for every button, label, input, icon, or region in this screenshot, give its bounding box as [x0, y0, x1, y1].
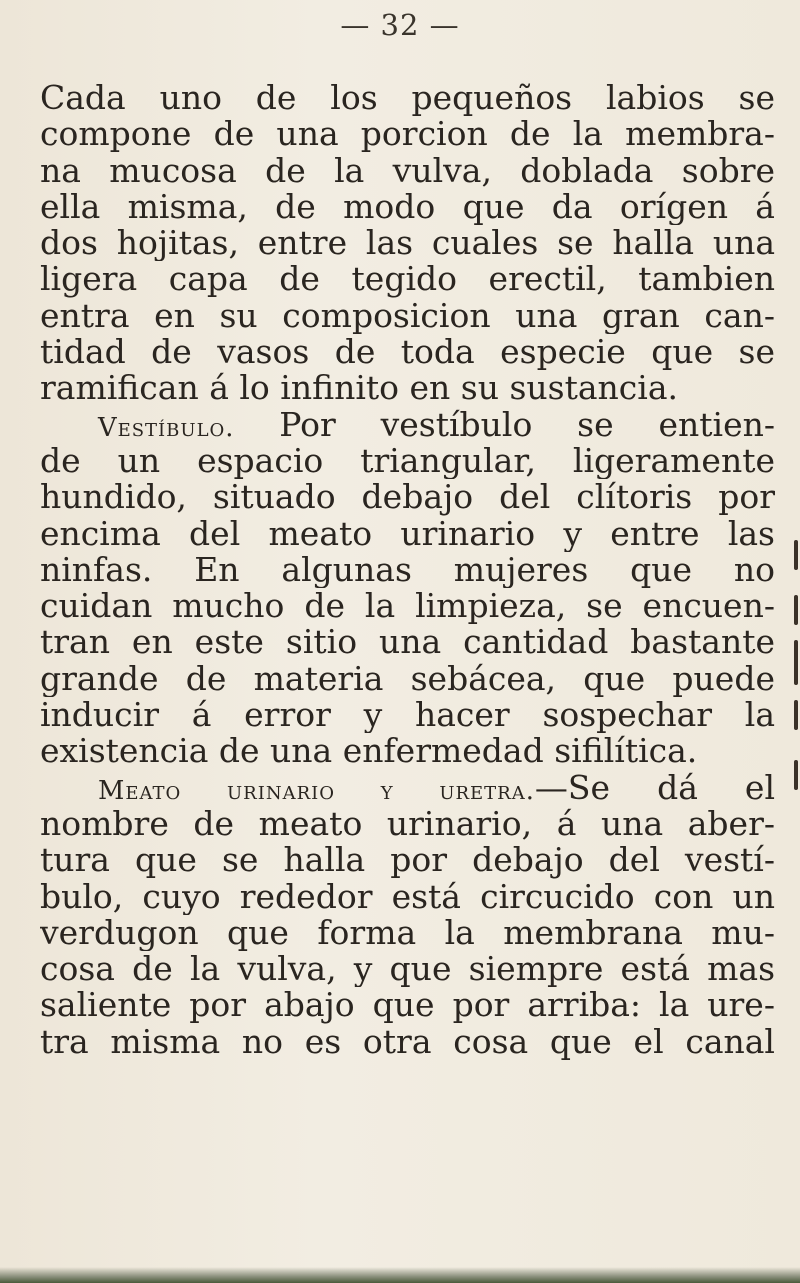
paragraph-first-line [40, 770, 775, 806]
text-line: Cada uno de los pequeños labios se [40, 80, 775, 117]
text-line: nombre de meato urinario, á una aber- [40, 805, 775, 843]
text-line: compone de una porcion de la membra- [40, 116, 775, 153]
text-line: hundido, situado debajo del clítoris por [40, 479, 775, 516]
text-line: tura que se halla por debajo del vestí- [40, 842, 775, 879]
page-edge-mark [794, 700, 798, 730]
section-heading-vestibulo: Vestíbulo. [98, 412, 235, 443]
text-line: dos hojitas, entre las cuales se halla una [40, 225, 775, 262]
text-line: entra en su composicion una gran can- [40, 297, 775, 335]
text-line: saliente por abajo que por arriba: la ure- [40, 987, 775, 1024]
text-line: inducir á error y hacer sospechar la [40, 697, 775, 734]
text-line: grande de materia sebácea, que puede [40, 660, 775, 698]
text-line: de un espacio triangular, ligeramente [40, 442, 775, 480]
text-run: —Se dá el [534, 769, 775, 806]
text-line: cosa de la vulva, y que siempre está mas [40, 951, 775, 988]
text-line: existencia de una enfermedad sifilítica. [40, 733, 698, 770]
text-line: na mucosa de la vulva, doblada sobre [40, 152, 775, 189]
text-line: cuidan mucho de la limpieza, se encuen- [40, 588, 775, 625]
page-bottom-edge [0, 1267, 800, 1283]
text-line: ninfas. En algunas mujeres que no [40, 551, 775, 589]
text-line: ramifican á lo infinito en su sustancia. [40, 370, 678, 407]
body-text [40, 80, 775, 1060]
text-line: ella misma, de modo que da orígen á [40, 188, 775, 226]
text-line: tran en este sitio una cantidad bastante [40, 624, 775, 661]
text-line: bulo, cuyo rededor está circucido con un [40, 878, 775, 915]
page-edge-mark [794, 540, 798, 570]
text-run: Por vestíbulo se entien- [234, 406, 775, 443]
text-line: tra misma no es otra cosa que el canal [40, 1023, 775, 1061]
page-edge-mark [794, 760, 798, 790]
text-line: tidad de vasos de toda especie que se [40, 334, 775, 371]
text-line: encima del meato urinario y entre las [40, 515, 775, 552]
page-edge-mark [794, 640, 798, 685]
text-line: ligera capa de tegido erectil, tambien [40, 261, 775, 298]
section-heading-meato: Meato urinario y uretra. [98, 775, 535, 806]
text-line: verdugon que forma la membrana mu- [40, 914, 775, 952]
paragraph-first-line [40, 407, 775, 443]
page-number: — 32 — [340, 8, 460, 42]
page-edge-mark [794, 595, 798, 625]
